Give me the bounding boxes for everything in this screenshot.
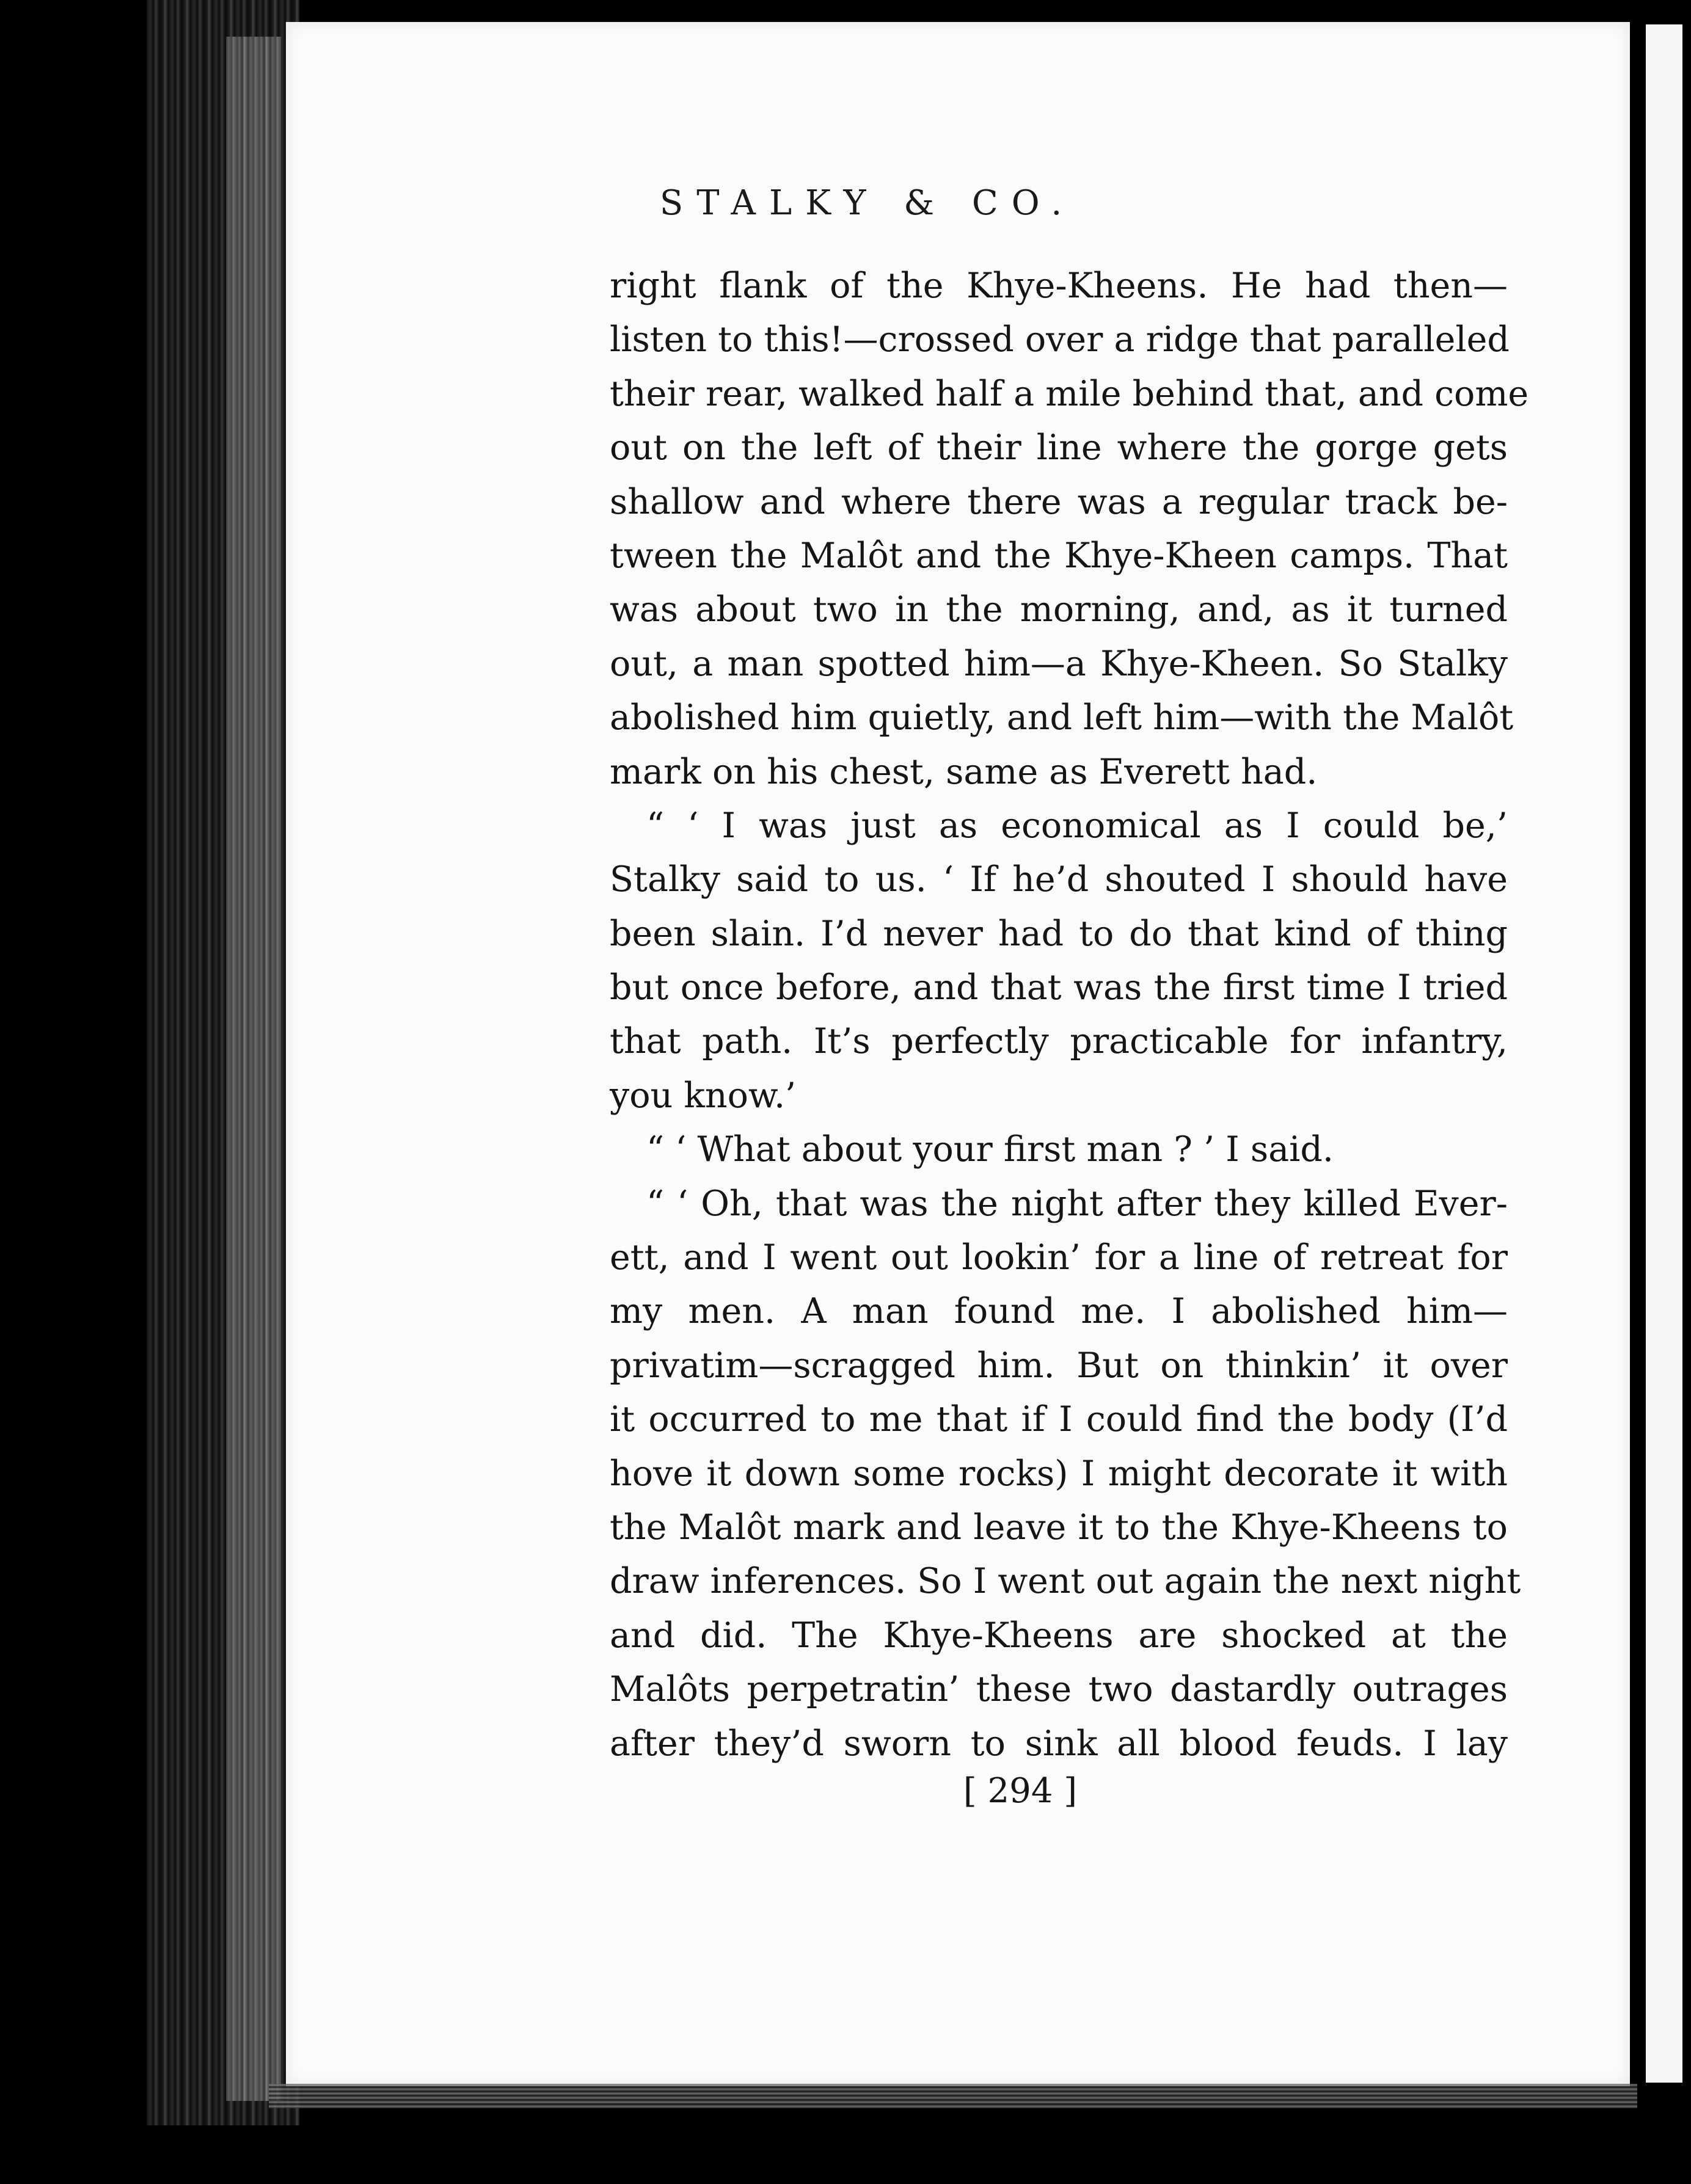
text-line: mark on his chest, same as Everett had.	[610, 751, 1318, 792]
text-line: “ ‘ I was just as economical as I could be,’	[646, 805, 1508, 846]
text-line: “ ‘ What about your first man ? ’ I said.	[646, 1129, 1334, 1170]
running-head: STALKY & CO.	[659, 183, 1076, 223]
body-text	[610, 259, 1529, 1771]
text-line: “ ‘ Oh, that was the night after they killed Ever-	[646, 1183, 1508, 1224]
text-line: abolished him quietly, and left him—with the Malôt	[610, 697, 1514, 738]
text-line: tween the Malôt and the Khye-Kheen camps. That	[610, 535, 1508, 576]
text-line: you know.’	[610, 1075, 797, 1116]
text-line: Malôts perpetratin’ these two dastardly outrages	[610, 1669, 1508, 1710]
facing-page-sliver	[1646, 24, 1682, 2083]
page-number: [ 294 ]	[963, 1771, 1078, 1811]
text-line: listen to this!—crossed over a ridge that paralleled	[610, 319, 1510, 360]
text-line: right flank of the Khye-Kheens. He had then—	[610, 266, 1508, 306]
page-bottom-edge	[269, 2084, 1637, 2108]
text-line: shallow and where there was a regular track be-	[610, 481, 1508, 522]
text-line: been slain. I’d never had to do that kind of thing	[610, 913, 1508, 954]
text-line: that path. It’s perfectly practicable for infantry,	[610, 1021, 1508, 1062]
text-line: Stalky said to us. ‘ If he’d shouted I should have	[610, 859, 1508, 900]
text-line: and did. The Khye-Kheens are shocked at the	[610, 1615, 1508, 1656]
book-fore-edge-highlight	[226, 37, 281, 2101]
text-line: it occurred to me that if I could find the body (I’d	[610, 1399, 1508, 1440]
text-line: out on the left of their line where the gorge gets	[610, 428, 1508, 468]
text-line: their rear, walked half a mile behind that, and come	[610, 373, 1529, 414]
text-line: but once before, and that was the first time I tried	[610, 967, 1508, 1008]
text-line: the Malôt mark and leave it to the Khye-Kheens to	[610, 1507, 1508, 1548]
text-line: my men. A man found me. I abolished him—	[610, 1291, 1508, 1332]
text-line: was about two in the morning, and, as it turned	[610, 589, 1508, 630]
text-line: hove it down some rocks) I might decorate it with	[610, 1453, 1508, 1494]
text-line: privatim—scragged him. But on thinkin’ it over	[610, 1345, 1508, 1386]
text-line: after they’d sworn to sink all blood feuds. I lay	[610, 1723, 1508, 1764]
text-line: out, a man spotted him—a Khye-Kheen. So Stalky	[610, 643, 1508, 684]
text-line: ett, and I went out lookin’ for a line of retreat for	[610, 1237, 1508, 1278]
text-line: draw inferences. So I went out again the next night	[610, 1561, 1521, 1602]
